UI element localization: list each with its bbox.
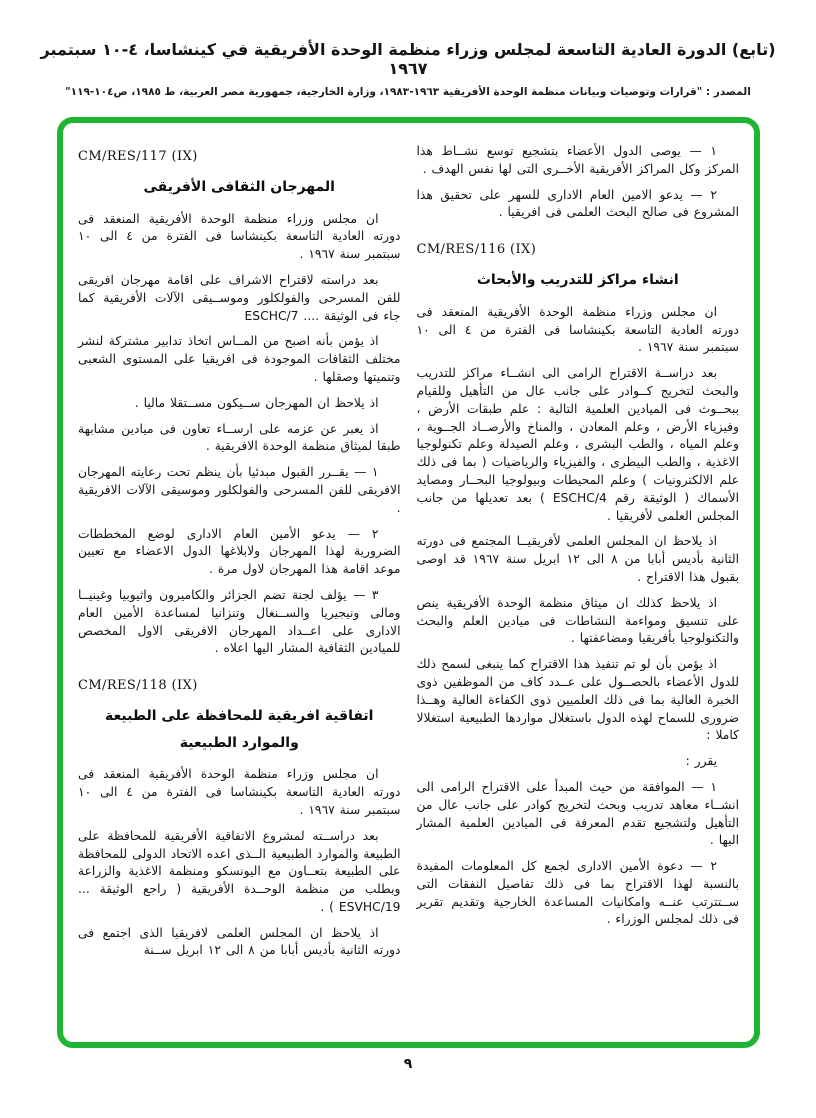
paragraph: ٣ — يؤلف لجنة تضم الجزائر والكاميرون واثيوبيا وغينيــا ومالى ونيجيريا والســنغال وتنزانيا لمساعدة الأمين العام الادارى على اعــداد المهرجان الافريقى الاول المخصص للميادين الثقافية المشار اليها اعلاه . — [78, 587, 401, 656]
left-column — [78, 135, 401, 1032]
doc-source-line: المصدر : "قرارات وتوصيات وبيانات منظمة الوحدة الأفريقية ١٩٦٣-١٩٨٣، وزارة الخارجية، جمهورية مصر العربية، ط ١٩٨٥، ص١٠٤-١١٩" — [65, 86, 751, 98]
paragraph: ان مجلس وزراء منظمة الوحدة الأفريقية المنعقد فى دورته العادية التاسعة بكينشاسا فى الفترة من ٤ الى ١٠ سبتمبر سنة ١٩٦٧ . — [416, 304, 740, 355]
paragraph: ١ — يوصى الدول الأعضاء بتشجيع توسع نشــاط هذا المركز وكل المراكز الأفريقية الأخــرى التى لها نفس الهدف . — [416, 144, 739, 176]
paragraph: اذ يؤمن بأنه اصبح من المــاس اتخاذ تدابير مشتركة لنشر مختلف الثقافات الموجودة فى افريقيا على المستوى الشعبى وتنميتها وصقلها . — [78, 334, 401, 384]
resolution-code: CM/RES/116 (IX) — [416, 242, 537, 258]
paragraph: ٢ — يدعو الامين العام الادارى للسهر على تحقيق هذا المشروع فى صالح البحث العلمى فى افريقيا . — [416, 187, 739, 220]
two-column-layout — [63, 123, 754, 1042]
resolution-heading: اتفاقية افريقية للمحافظة على الطبيعة والموارد الطبيعية — [105, 708, 374, 751]
paragraph: بعد دراســة الاقتراح الرامى الى انشــاء مراكز للتدريب والبحث لتخريج كــوادر على جانب عال من التأهيل وللقيام ببحــوث فى الميادين العلمية التالية : علم طبقات الأرض ، وفيزياء الأرض ، وعلم المعادن ، والمناخ والأرصــاد الجــوية ، وعلم المياه ، والطب البشرى ، وعلم الصيدلة وعلم تكنولوجيا الاغذية ، والطب البيطرى ، والفيزياء والرياضيات ( بما فى ذلك علم الالكترونيات ) وعلم المحيطات وبيولوجيا البحــار ومصايد الأسماك ( الوثيقة رقم ESCHC/4 ) بعد تعديلها من جانب المجلس العلمى لأفريقيا . — [416, 366, 739, 523]
paragraph: ان مجلس وزراء منظمة الوحدة الأفريقية المنعقد فى دورته العادية التاسعة بكينشاسا فى الفترة من ٤ الى ١٠ سبتمبر سنة ١٩٦٧ . — [78, 211, 401, 262]
paragraph: بعد دراســته لمشروع الاتفاقية الأفريقية للمحافظة على الطبيعة والموارد الطبيعية الــذى اعده الاتحاد الدولى للمحافظة على الطبيعة بتعــاون مع اليونسكو ومنظمة الاغذية والزراعة وبطلب من منظمة الوحــدة الأفريقية ( راجع الوثيقة ... ESVHC/19 ) . — [78, 828, 401, 914]
resolution-heading: المهرجان الثقافى الأفريقى — [143, 179, 335, 195]
paragraph: اذ يعبر عن عزمه على ارســاء تعاون فى ميادين مشابهة طبقا لميثاق منظمة الوحدة الافريقية . — [78, 421, 401, 454]
page-number: ٩ — [403, 1056, 413, 1072]
paragraph: اذ يلاحظ كذلك ان ميثاق منظمة الوحدة الأفريقية ينص على تنسيق ومواءمة النشاطات فى ميادين العلم والبحث والتكنولوجيا بأفريقيا ومضاعفتها . — [416, 595, 739, 646]
green-border-frame — [57, 117, 760, 1048]
right-column — [417, 135, 740, 1032]
resolution-heading: انشاء مراكز للتدريب والأبحاث — [476, 272, 679, 289]
paragraph: بعد دراسته لاقتراح الاشراف على اقامة مهرجان افريقى للفن المسرحى والفولكلور وموســيقى الآلات الأفريقية كما جاء فى الوثيقة .... ESCHC/7 — [78, 272, 401, 323]
paragraph: اذ يلاحظ ان المجلس العلمى لأفريقيــا المجتمع فى دورته الثانية بأديس أبابا من ٨ الى ١٢ ابريل سنة ١٩٦٧ قد اوصى بقبول هذا الاقتراح . — [416, 534, 739, 584]
paragraph: ان مجلس وزراء منظمة الوحدة الأفريقية المنعقد فى دورته العادية التاسعة بكينشاسا فى الفترة من ٤ الى ١٠ سبتمبر سنة ١٩٦٧ . — [78, 767, 401, 817]
doc-title: (تابع) الدورة العادية التاسعة لمجلس وزراء منظمة الوحدة الأفريقية في كينشاسا، ٤-١٠ سبتمبر ١٩٦٧ — [40, 40, 776, 78]
paragraph: ١ — يقــرر القبول مبدئيا بأن ينظم تحت رعايته المهرجان الافريقى للفن المسرحى والفولكلور وموسيقى الآلات الافريقية . — [78, 465, 401, 515]
resolution-code: CM/RES/118 (IX) — [78, 678, 198, 694]
paragraph: اذ يلاحظ ان المهرجان ســيكون مســتقلا ماليا . — [134, 395, 379, 410]
paragraph: يقرر : — [685, 754, 717, 769]
paragraph: اذ يلاحظ ان المجلس العلمى لافريقيا الذى اجتمع فى دورته الثانية بأديس أبابا من ٨ الى ١٢ ابريل ســنة — [78, 925, 401, 958]
resolution-code: CM/RES/117 (IX) — [78, 149, 198, 164]
paragraph: ٢ — دعوة الأمين الادارى لجمع كل المعلومات المفيدة بالنسبة لهذا الاقتراح بما فى ذلك تفاصيل النفقات التى ســتترتب عنــه وامكانيات المساعدة الخارجية وتقديم تقرير فى ذلك لمجلس الوزراء . — [416, 859, 739, 927]
paragraph: اذ يؤمن بأن لو تم تنفيذ هذا الاقتراح كما ينبغى لسمح ذلك للدول الأعضاء بالحصــول على عــدد كاف من الموظفين ذوى الخبرة العالية بما فى ذلك العلميين ذوى الكفاءة العالية وهــذا ضرورى للسماح لهذه الدول باستغلال مواردها الطبيعية استغلالا كاملا : — [416, 657, 739, 743]
paragraph: ٢ — يدعو الأمين العام الادارى لوضع المخططات الضرورية لهذا المهرجان ولابلاغها الدول الاعضاء مع تعيين موعد اقامة هذا المهرجان لاول مرة . — [78, 526, 401, 577]
document-header — [40, 40, 776, 98]
paragraph: ١ — الموافقة من حيث المبدأ على الاقتراح الرامى الى انشــاء معاهد تدريب وبحث لتخريج كوادر على جانب عال من التأهيل ولتشجيع تقدم المعرفة فى الميادين العلمية المشار اليها . — [416, 779, 739, 848]
